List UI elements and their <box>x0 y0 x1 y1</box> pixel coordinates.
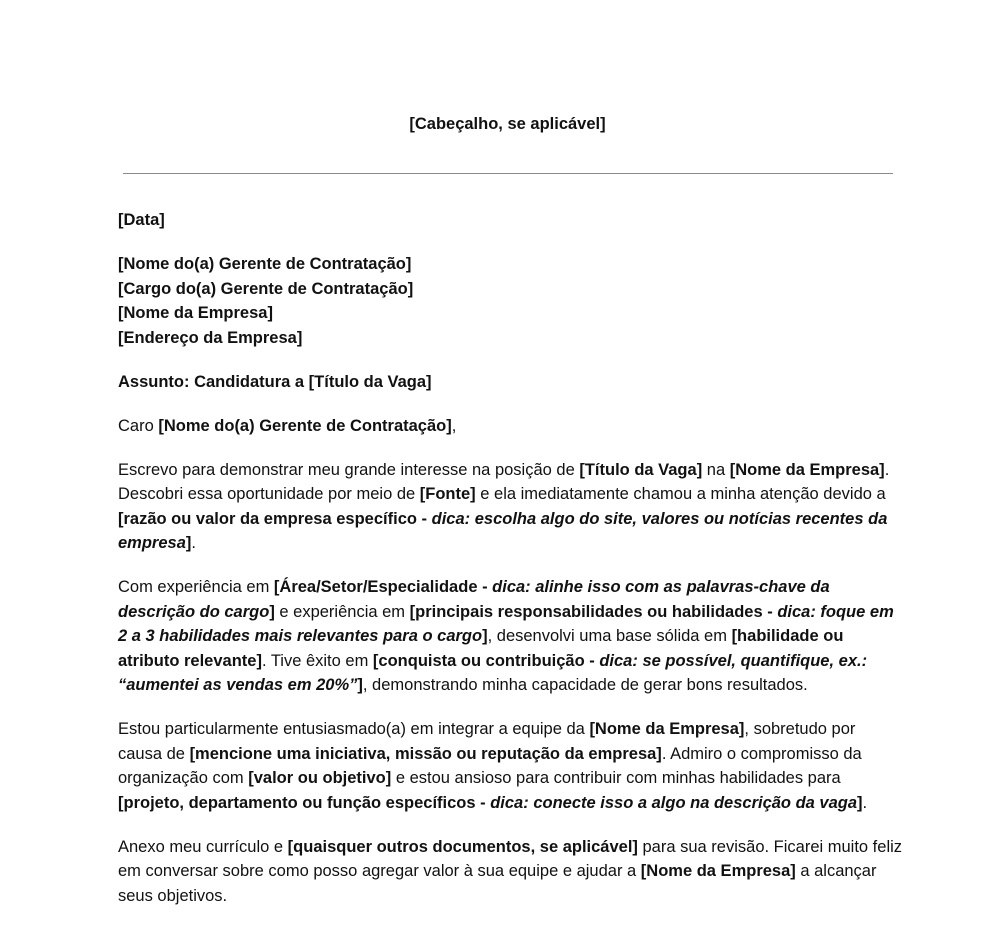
p2-bracket-close-2: ] <box>482 627 488 645</box>
p2-tip-1: dica: alinhe isso com as palavras-chave da descrição do cargo <box>118 578 830 621</box>
paragraph-closing <box>118 835 903 909</box>
p4-company: [Nome da Empresa] <box>640 862 796 880</box>
recipient-title: [Cargo do(a) Gerente de Contratação] <box>118 279 414 298</box>
paragraph-motivation <box>118 717 903 815</box>
p1-job-title: [Título da Vaga] <box>579 460 703 479</box>
p3-company: [Nome da Empresa] <box>589 720 745 738</box>
p1-tip: dica: escolha algo do site, valores ou notícias recentes da empresa <box>118 509 888 552</box>
p3-bracket-close: ] <box>857 793 863 812</box>
recipient-name: [Nome do(a) Gerente de Contratação] <box>118 255 412 273</box>
p4-text-3: a alcançar seus objetivos. <box>118 862 877 905</box>
paragraph-experience <box>118 575 903 698</box>
p1-bracket-close: ] <box>185 534 192 552</box>
p1-text-2: na <box>702 460 730 479</box>
p2-tip-3: dica: se possível, quantifique, ex.: “aumentei as vendas em 20%” <box>118 651 868 694</box>
recipient-address: [Endereço da Empresa] <box>118 328 303 347</box>
date-placeholder: [Data] <box>118 211 165 229</box>
p1-text-5: . <box>191 534 196 552</box>
p3-tip: dica: conecte isso a algo na descrição da vaga <box>490 793 858 812</box>
recipient-block <box>118 252 903 350</box>
p2-bracket-close-1: ] <box>269 602 275 621</box>
document-header: [Cabeçalho, se aplicável] <box>409 115 606 133</box>
p3-value: [valor ou objetivo] <box>248 769 392 787</box>
p3-text-3: . Admiro o compromisso da organização com <box>118 744 862 787</box>
p2-area: [Área/Setor/Especialidade - <box>273 578 493 596</box>
paragraph-intro <box>118 458 903 556</box>
salutation <box>118 414 903 439</box>
p2-text-1: Com experiência em <box>118 578 274 596</box>
p2-bracket-close-3: ] <box>357 676 363 694</box>
p1-reason: [razão ou valor da empresa específico - <box>118 509 432 528</box>
p1-company: [Nome da Empresa] <box>729 460 885 479</box>
salutation-name: [Nome do(a) Gerente de Contratação] <box>158 416 452 435</box>
p1-text-3: . Descobri essa oportunidade por meio de <box>118 460 890 503</box>
p3-text-2: , sobretudo por causa de <box>118 720 856 763</box>
letter-body <box>118 208 903 928</box>
salutation-prefix: Caro <box>118 416 159 435</box>
p1-text-4: e ela imediatamente chamou a minha atenção devido a <box>475 485 886 503</box>
header-divider <box>123 173 893 174</box>
p2-text-2: e experiência em <box>274 602 410 621</box>
salutation-suffix: , <box>451 416 457 435</box>
p3-project: [projeto, departamento ou função específicos - <box>118 793 491 812</box>
p1-text-1: Escrevo para demonstrar meu grande interesse na posição de <box>118 460 580 479</box>
p1-source: [Fonte] <box>419 485 476 503</box>
p2-text-3: , desenvolvi uma base sólida em <box>487 627 732 645</box>
date-line <box>118 208 903 233</box>
p2-text-4: . Tive êxito em <box>261 651 373 670</box>
p3-text-5: . <box>862 793 868 812</box>
p4-text-1: Anexo meu currículo e <box>118 837 288 856</box>
p2-responsibilities: [principais responsabilidades ou habilidades - <box>409 602 778 621</box>
p4-text-2: para sua revisão. Ficarei muito feliz em conversar sobre como posso agregar valor à sua equipe e ajudar a <box>118 837 903 880</box>
p2-tip-2: dica: foque em 2 a 3 habilidades mais relevantes para o cargo <box>118 602 894 645</box>
p4-documents: [quaisquer outros documentos, se aplicável] <box>287 837 638 856</box>
p2-achievement: [conquista ou contribuição - <box>372 651 600 670</box>
p3-text-1: Estou particularmente entusiasmado(a) em integrar a equipe da <box>118 720 590 738</box>
p3-text-4: e estou ansioso para contribuir com minhas habilidades para <box>391 769 841 787</box>
recipient-company: [Nome da Empresa] <box>118 304 273 322</box>
p3-initiative: [mencione uma iniciativa, missão ou reputação da empresa] <box>189 744 662 763</box>
p2-skill: [habilidade ou atributo relevante] <box>118 627 844 670</box>
p2-text-5: , demonstrando minha capacidade de gerar bons resultados. <box>362 676 808 694</box>
subject-text: Assunto: Candidatura a [Título da Vaga] <box>118 372 432 391</box>
subject-line <box>118 370 903 395</box>
